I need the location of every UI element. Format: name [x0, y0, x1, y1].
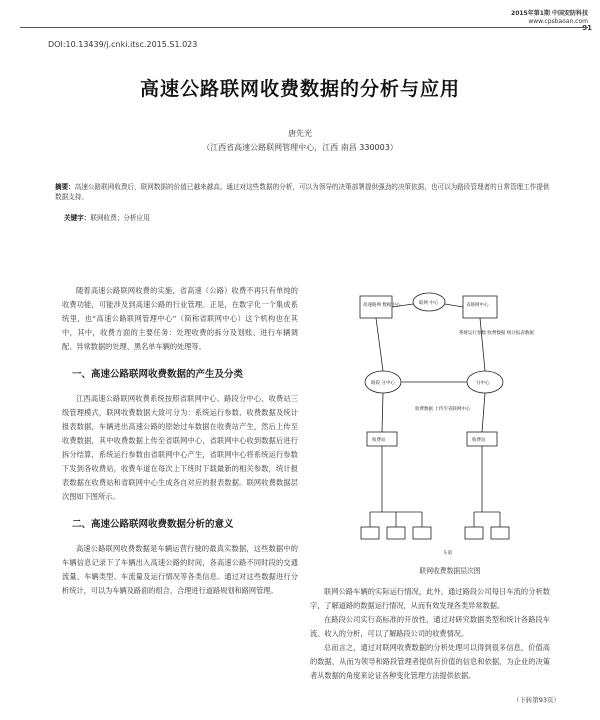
paper-title: 高速公路联网收费数据的分析与应用 — [139, 78, 460, 100]
journal-issue: 2015年第1期 中国安防科技 — [511, 10, 588, 17]
box-lane-2 — [387, 527, 405, 539]
section-2-heading: 二、高速公路联网收费数据分析的意义 — [72, 519, 234, 530]
right-paragraph-3: 总而言之，通过对联网收费数据的分析处理可以得到很多信息，价值高的数据，从而为领导和路段管理者提供有价值的信息和依据，为企业的决策者从数据的角度来论证各种变化管理方法提供依据。 — [310, 643, 550, 680]
desc-mid: 收费数据 上传至省联网中心 — [415, 407, 471, 412]
keywords-label: 关键字： — [64, 214, 91, 222]
data-hierarchy-diagram — [355, 282, 545, 572]
right-paragraph-2: 在路段公司实行高标准的开放性，通过对研究数据类型和统计各路段车流、收入的分析，可以了解路段公司的收费情况。 — [310, 615, 550, 638]
label-bottom-left: 收费站 — [372, 438, 386, 443]
label-mid-right: 分中心 — [476, 381, 490, 386]
journal-website: www.cpsbaoan.com — [528, 18, 588, 25]
author: 唐先光 — [288, 129, 312, 138]
box-lane-1 — [361, 527, 379, 539]
desc-top-right: 系统运行参数 收费数据 统计报表数据 — [459, 331, 534, 336]
keywords-text: 联网收费；分析应用 — [90, 214, 150, 222]
affiliation: （江西省高速公路联网管理中心，江西 南昌 330003） — [202, 143, 398, 152]
keywords — [64, 212, 544, 222]
label-top-right: 省联网中心 — [466, 303, 489, 308]
figure-caption: 联网收费数据层次图 — [419, 567, 481, 575]
section-1-heading: 一、高速公路联网收费数据的产生及分类 — [72, 369, 244, 380]
box-lane-4 — [465, 527, 483, 539]
running-header — [511, 10, 592, 32]
box-lane-3 — [413, 527, 431, 539]
section-2-paragraph: 高速公路联网收费数据是车辆运营行驶的最真实数据，这些数据中的车辆信息记录下了车辆出入高速公路的时间，各高速公路不同时段的交通流量、车辆类型、车流量及运行情况等各类信息。通过对这些数据进行分析统计，可以为车辆及路面的组合，合理进行道路规划和路网管理。 — [62, 544, 298, 595]
page-number: 91 — [582, 24, 592, 32]
continued-note: （下转第93页） — [512, 696, 560, 704]
label-lane: 车道 — [443, 551, 452, 556]
label-mid-left: 路段 分中心 — [371, 381, 395, 386]
section-1-paragraph: 江西高速公路联网收费系统按照省联网中心、路段分中心、收费站三级管理模式，联网收费数据大致可分为：系统运行参数、收费数据及统计报表数据，车辆进出高速公路的原始过车数据在收费站产生，然后上传至收费数据，其中收费数据上传至省联网中心，省联网中心收到数据后进行拆分结算，系统运行参数由省联网中心产生，省联网中心将系统运行参数下发到各收费站，收费车道在每次上下班时下载最新的相关参数，统计报表数据在收费站和省联网中心生成各自对应的报表数据。联网收费数据层次图如下图所示。 — [62, 394, 298, 501]
label-top-left: 高速路网 数据中心 — [363, 303, 401, 308]
header-rule — [20, 27, 588, 28]
right-column — [310, 585, 550, 683]
label-top-center: 联网 中心 — [419, 301, 439, 306]
box-lane-5 — [491, 527, 509, 539]
intro-paragraph: 随着高速公路联网收费的实施，省高速（公路）收费不再只有单纯的收费功能，可能涉及到高速公路的行业管理。正是，在数字化一个集成系统里，也“高速公路联网管理中心”（简称省联网中心）这个机构也在其中，其中，收费方面的主要任务：处理收费的拆分及划账、进行车辆调配、异常数据的处理、黑名单车辆的处理等。 — [62, 286, 298, 351]
abstract-label: 摘要： — [55, 183, 75, 191]
abstract — [55, 182, 555, 202]
label-bottom-right: 收费站 — [472, 438, 486, 443]
doi: DOI:10.13439/j.cnki.itsc.2015.S1.023 — [48, 40, 198, 49]
left-column — [62, 284, 298, 598]
abstract-text: 高速公路联网收费后，联网数据的价值已越来越高。通过对这些数据的分析，可以为领导的决策部署提供强劲的决策依据，也可以为路段管理者的日常管理工作提供数据支持。 — [55, 183, 550, 201]
right-paragraph-1: 联网公路车辆的实际运行情况，此外，通过路段公司每日车流的分析数字，了解道路的数据运行情况，从而有效发现各类异常数据。 — [310, 587, 550, 610]
